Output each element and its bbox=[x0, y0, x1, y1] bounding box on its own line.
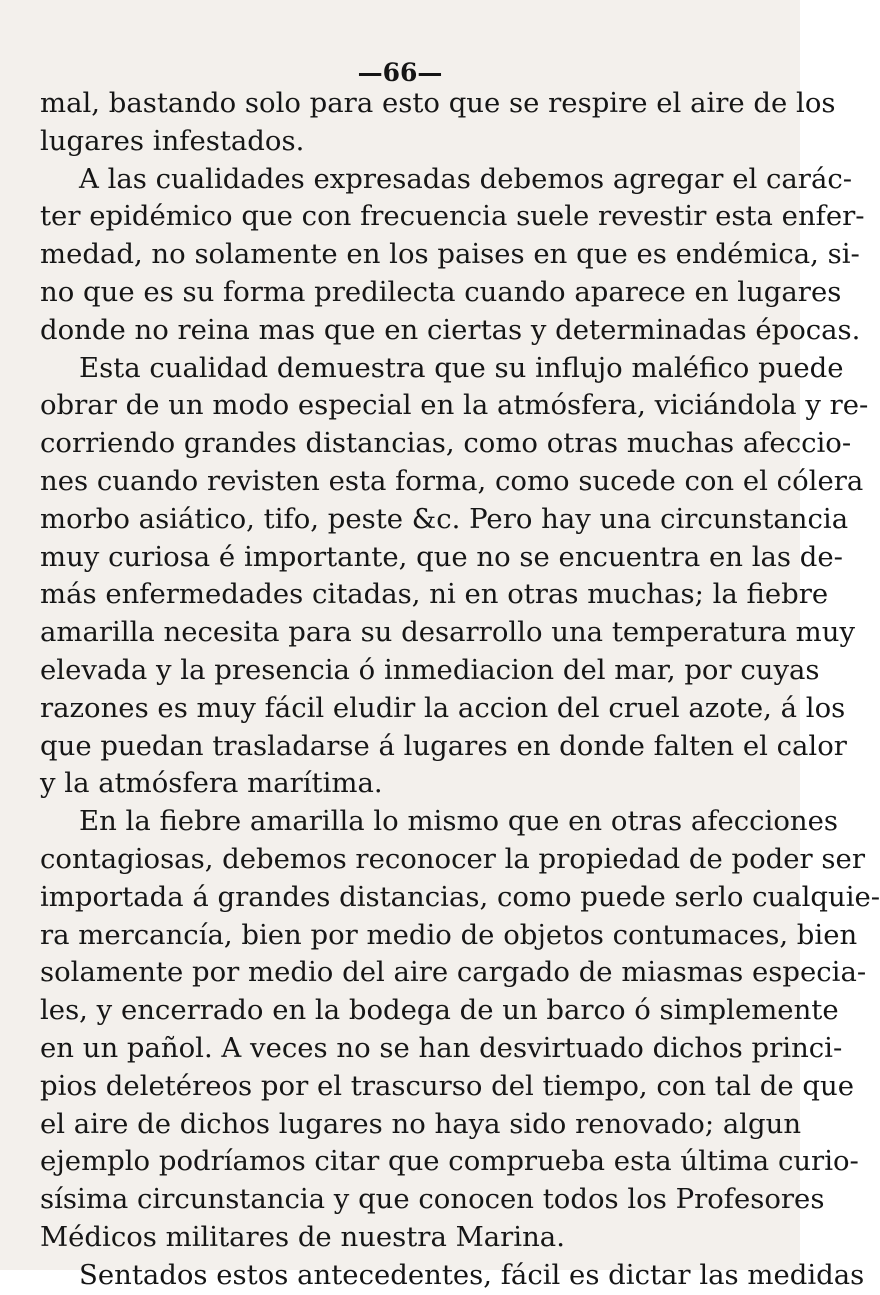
text-line: ter epidémico que con frecuencia suele revestir esta enfer- bbox=[40, 200, 865, 233]
text-line: que puedan trasladarse á lugares en donde falten el calor bbox=[40, 729, 847, 762]
body-text bbox=[40, 85, 880, 1295]
text-line: en un pañol. A veces no se han desvirtuado dichos princi- bbox=[40, 1031, 843, 1064]
text-line: donde no reina mas que en ciertas y determinadas épocas. bbox=[40, 313, 861, 346]
text-line: les, y encerrado en la bodega de un barco ó simplemente bbox=[40, 994, 839, 1027]
text-line: el aire de dichos lugares no haya sido renovado; algun bbox=[40, 1107, 802, 1140]
text-line: Médicos militares de nuestra Marina. bbox=[40, 1220, 565, 1253]
text-line: y la atmósfera marítima. bbox=[40, 767, 383, 800]
text-line: obrar de un modo especial en la atmósfera, viciándola y re- bbox=[40, 389, 869, 422]
text-line: lugares infestados. bbox=[40, 124, 305, 157]
text-line: A las cualidades expresadas debemos agregar el carác- bbox=[79, 162, 853, 195]
text-line: Esta cualidad demuestra que su influjo maléfico puede bbox=[79, 351, 844, 384]
text-line: medad, no solamente en los paises en que es endémica, si- bbox=[40, 238, 860, 271]
text-line: importada á grandes distancias, como puede serlo cualquie- bbox=[40, 880, 880, 913]
text-line: no que es su forma predilecta cuando aparece en lugares bbox=[40, 275, 842, 308]
text-line: razones es muy fácil eludir la accion del cruel azote, á los bbox=[40, 691, 846, 724]
text-line: solamente por medio del aire cargado de miasmas especia- bbox=[40, 956, 867, 989]
text-line: amarilla necesita para su desarrollo una temperatura muy bbox=[40, 616, 856, 649]
text-line: sísima circunstancia y que conocen todos los Profesores bbox=[40, 1183, 825, 1216]
page-number: —66— bbox=[357, 58, 443, 87]
text-line: nes cuando revisten esta forma, como sucede con el cólera bbox=[40, 464, 864, 497]
text-line: ejemplo podríamos citar que comprueba esta última curio- bbox=[40, 1145, 859, 1178]
text-line: morbo asiático, tifo, peste &c. Pero hay una circunstancia bbox=[40, 502, 849, 535]
text-line: Sentados estos antecedentes, fácil es dictar las medidas bbox=[79, 1258, 865, 1291]
text-line: contagiosas, debemos reconocer la propiedad de poder ser bbox=[40, 842, 865, 875]
text-line: ra mercancía, bien por medio de objetos contumaces, bien bbox=[40, 918, 858, 951]
text-line: pios deletéreos por el trascurso del tiempo, con tal de que bbox=[40, 1069, 855, 1102]
text-line: En la fiebre amarilla lo mismo que en otras afecciones bbox=[79, 805, 838, 838]
text-line: muy curiosa é importante, que no se encuentra en las de- bbox=[40, 540, 843, 573]
text-line: más enfermedades citadas, ni en otras muchas; la fiebre bbox=[40, 578, 829, 611]
text-line: corriendo grandes distancias, como otras muchas afeccio- bbox=[40, 427, 852, 460]
text-line: mal, bastando solo para esto que se respire el aire de los bbox=[40, 87, 836, 119]
text-line: elevada y la presencia ó inmediacion del mar, por cuyas bbox=[40, 653, 820, 686]
